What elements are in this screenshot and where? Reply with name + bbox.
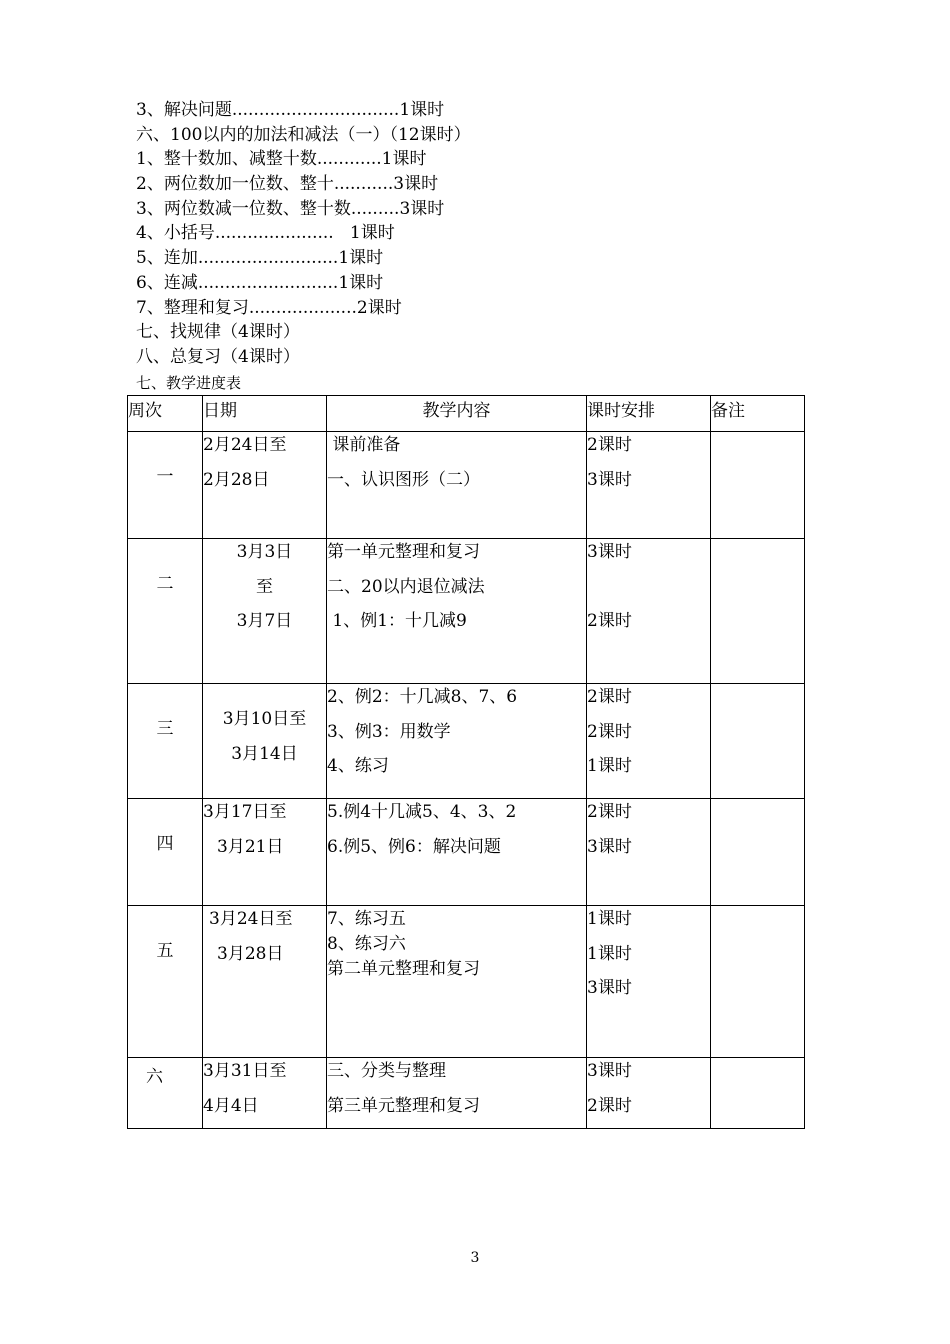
notes-cell [711, 539, 805, 684]
date-cell: 2月24日至 2月28日 [203, 432, 327, 539]
outline-line: 2、两位数加一位数、整十...........3课时 [136, 174, 439, 195]
header-notes: 备注 [711, 396, 805, 432]
outline-line: 七、找规律（4课时） [136, 322, 300, 343]
table-caption: 七、教学进度表 [136, 374, 242, 392]
teaching-schedule-table [127, 395, 805, 1129]
page-number: 3 [470, 1250, 480, 1266]
content-cell: 2、例2：十几减8、7、6 3、例3：用数学 4、练习 [327, 684, 587, 799]
week-cell: 六 [128, 1058, 203, 1129]
notes-cell [711, 906, 805, 1058]
outline-line: 4、小括号...................... 1课时 [136, 223, 395, 244]
outline-line: 5、连加..........................1课时 [136, 248, 384, 269]
notes-cell [711, 432, 805, 539]
hours-cell: 3课时 2课时 [587, 1058, 711, 1129]
table-row [128, 684, 805, 799]
week-cell: 二 [128, 539, 203, 684]
table-header-row [128, 396, 805, 432]
header-content: 教学内容 [327, 396, 587, 432]
header-hours: 课时安排 [587, 396, 711, 432]
outline-line: 7、整理和复习....................2课时 [136, 297, 402, 318]
notes-cell [711, 1058, 805, 1129]
week-cell: 三 [128, 684, 203, 799]
outline-line: 六、100以内的加法和减法（一）（12课时） [136, 124, 471, 145]
table-row [128, 799, 805, 906]
outline-line: 1、整十数加、减整十数............1课时 [136, 149, 427, 170]
date-cell: 3月24日至 3月28日 [203, 906, 327, 1058]
hours-cell: 2课时 3课时 [587, 799, 711, 906]
content-cell: 第一单元整理和复习 二、20以内退位减法 1、例1：十几减9 [327, 539, 587, 684]
notes-cell [711, 684, 805, 799]
date-cell: 3月17日至 3月21日 [203, 799, 327, 906]
outline-line: 八、总复习（4课时） [136, 346, 300, 367]
date-cell: 3月31日至 4月4日 [203, 1058, 327, 1129]
table-row [128, 1058, 805, 1129]
content-cell: 三、分类与整理 第三单元整理和复习 [327, 1058, 587, 1129]
header-date: 日期 [203, 396, 327, 432]
table-row [128, 906, 805, 1058]
outline-line: 6、连减..........................1课时 [136, 272, 384, 293]
week-cell: 一 [128, 432, 203, 539]
week-cell: 四 [128, 799, 203, 906]
table-row [128, 432, 805, 539]
content-cell: 课前准备 一、认识图形（二） [327, 432, 587, 539]
header-week: 周次 [128, 396, 203, 432]
hours-cell: 2课时 3课时 [587, 432, 711, 539]
hours-cell: 3课时 2课时 [587, 539, 711, 684]
hours-cell: 2课时 2课时 1课时 [587, 684, 711, 799]
hours-cell: 1课时 1课时 3课时 [587, 906, 711, 1058]
date-cell: 3月10日至 3月14日 [203, 684, 327, 799]
table-row [128, 539, 805, 684]
outline-line: 3、解决问题...............................1课时 [136, 100, 445, 120]
content-cell: 5.例4十几减5、4、3、2 6.例5、例6：解决问题 [327, 799, 587, 906]
content-cell: 7、练习五 8、练习六 第二单元整理和复习 [327, 906, 587, 1058]
course-outline [136, 98, 471, 370]
date-cell: 3月3日 至 3月7日 [203, 539, 327, 684]
week-cell: 五 [128, 906, 203, 1058]
outline-line: 3、两位数减一位数、整十数.........3课时 [136, 198, 445, 219]
notes-cell [711, 799, 805, 906]
